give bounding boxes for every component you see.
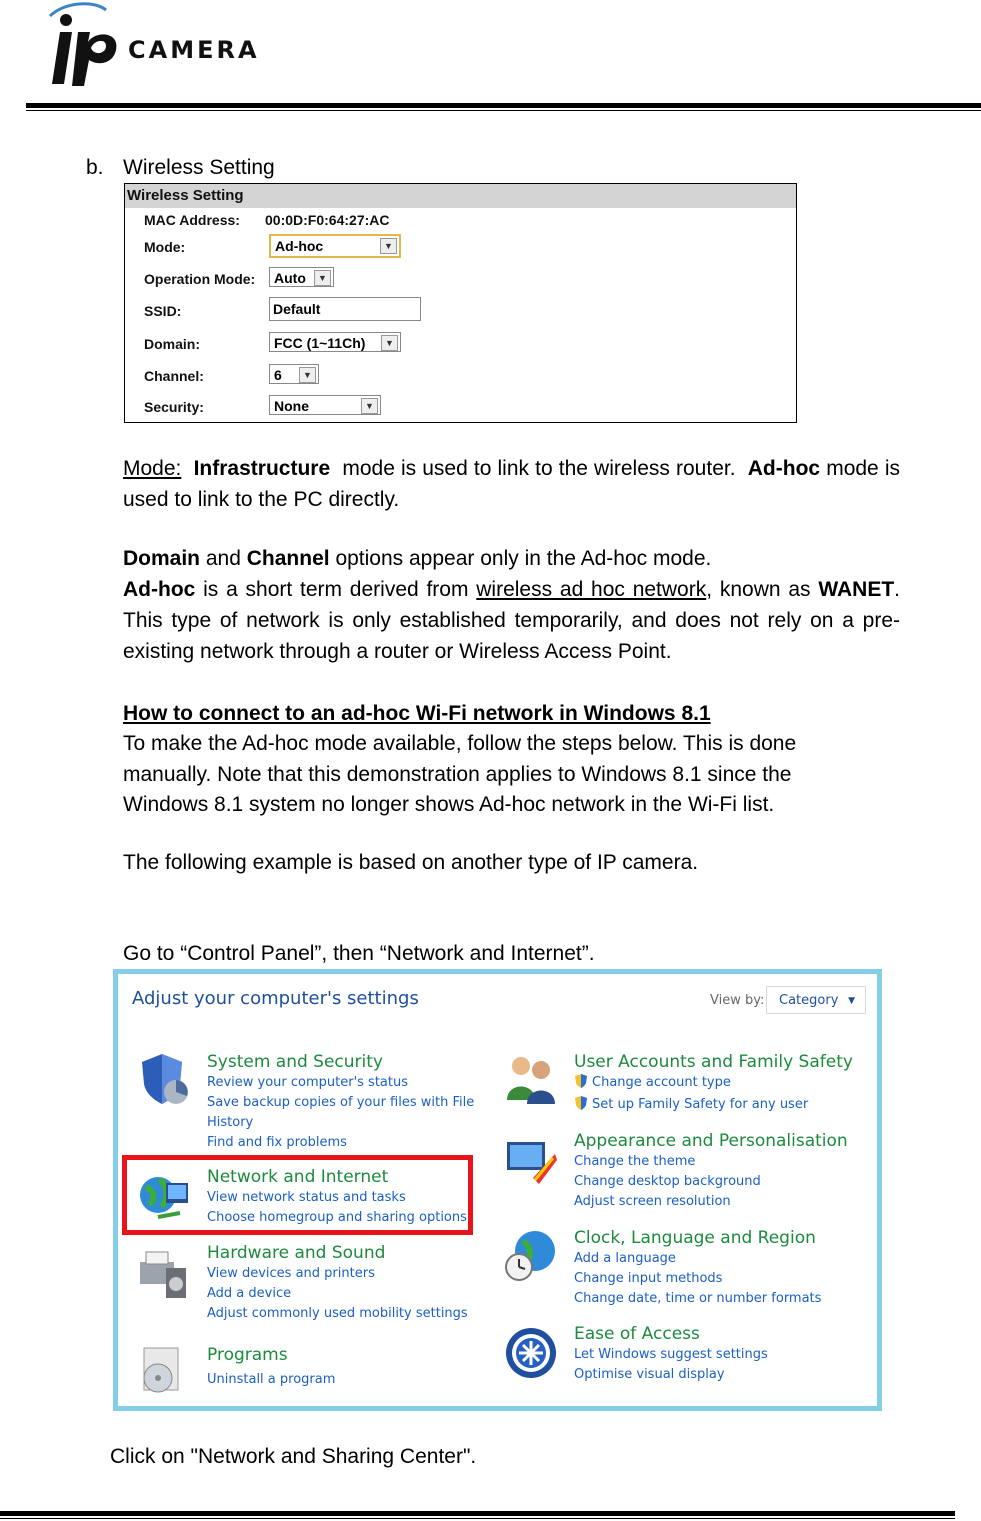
programs-title[interactable]: Programs xyxy=(207,1345,288,1365)
mac-value: 00:0D:F0:64:27:AC xyxy=(265,212,390,228)
save-backup-link[interactable]: Save backup copies of your files with File xyxy=(207,1095,475,1110)
view-by-label: View by: xyxy=(710,993,765,1008)
chevron-down-icon: ▼ xyxy=(848,996,855,1006)
system-security-group xyxy=(207,1051,474,1153)
opmode-select[interactable] xyxy=(269,267,334,287)
optimise-display-link[interactable]: Optimise visual display xyxy=(574,1367,725,1382)
domain-paragraph xyxy=(123,543,900,667)
clock-globe-icon xyxy=(503,1227,559,1283)
screen-resolution-link[interactable]: Adjust screen resolution xyxy=(574,1194,731,1209)
chevron-down-icon: ▼ xyxy=(381,335,398,351)
change-account-text: Change account type xyxy=(592,1075,731,1090)
channel-label: Channel: xyxy=(144,368,204,384)
programs-icon xyxy=(136,1342,192,1398)
security-value: None xyxy=(274,398,309,414)
appearance-title[interactable]: Appearance and Personalisation xyxy=(574,1131,848,1151)
uninstall-link[interactable]: Uninstall a program xyxy=(207,1372,336,1387)
camera-logo-text: CAMERA xyxy=(128,36,260,64)
control-panel-title: Adjust your computer's settings xyxy=(132,988,419,1009)
save-backup-link-cont[interactable]: History xyxy=(207,1115,254,1130)
hardware-sound-group xyxy=(207,1242,468,1324)
channel-select[interactable] xyxy=(269,364,319,384)
para2-text1: options appear only in the Ad-hoc mode. xyxy=(335,547,712,570)
desktop-background-link[interactable]: Change desktop background xyxy=(574,1174,761,1189)
example-text: The following example is based on another type of IP camera. xyxy=(123,851,699,874)
review-status-link[interactable]: Review your computer's status xyxy=(207,1075,408,1090)
domain-value: FCC (1~11Ch) xyxy=(274,335,366,351)
para1-text1: mode is used to link to the wireless router. xyxy=(342,457,736,480)
opmode-label: Operation Mode: xyxy=(144,271,256,287)
ssid-input[interactable]: Default xyxy=(269,297,421,321)
para2-text3: , known as xyxy=(706,578,811,601)
para2-text2: is a short term derived from xyxy=(203,578,469,601)
mode-paragraph xyxy=(123,453,900,515)
user-accounts-title[interactable]: User Accounts and Family Safety xyxy=(574,1052,853,1072)
section-title: Wireless Setting xyxy=(123,156,275,179)
header-rule-thin xyxy=(26,110,981,111)
change-account-link[interactable] xyxy=(574,1073,853,1093)
wireless-setting-panel xyxy=(124,183,797,423)
howto-line2: manually. Note that this demonstration applies to Windows 8.1 since the xyxy=(123,763,792,786)
wireless-setting-header: Wireless Setting xyxy=(125,184,796,208)
wanet-term: WANET xyxy=(818,578,895,601)
wireless-ad-hoc-link[interactable]: wireless ad hoc network xyxy=(476,578,707,601)
ip-logo-icon xyxy=(44,2,124,92)
mac-label: MAC Address: xyxy=(144,212,240,228)
domain-label: Domain: xyxy=(144,336,200,352)
footer-rule-thin xyxy=(0,1518,955,1519)
add-device-link[interactable]: Add a device xyxy=(207,1286,292,1301)
users-icon xyxy=(503,1050,559,1106)
input-methods-link[interactable]: Change input methods xyxy=(574,1271,723,1286)
infrastructure-term: Infrastructure xyxy=(193,457,331,480)
family-safety-text: Set up Family Safety for any user xyxy=(592,1097,809,1112)
shield-icon xyxy=(136,1050,192,1106)
programs-group xyxy=(207,1344,335,1390)
ease-of-access-title[interactable]: Ease of Access xyxy=(574,1324,700,1344)
mode-select[interactable] xyxy=(269,234,401,258)
view-devices-link[interactable]: View devices and printers xyxy=(207,1266,375,1281)
view-network-status-link[interactable]: View network status and tasks xyxy=(207,1190,406,1205)
ease-of-access-icon xyxy=(503,1325,559,1381)
howto-line1: To make the Ad-hoc mode available, follow the steps below. This is done xyxy=(123,732,797,755)
network-internet-title[interactable]: Network and Internet xyxy=(207,1167,389,1187)
goto-text: Go to “Control Panel”, then “Network and Internet”. xyxy=(123,942,595,965)
uac-shield-icon xyxy=(574,1096,588,1110)
hardware-sound-title[interactable]: Hardware and Sound xyxy=(207,1243,386,1263)
homegroup-sharing-link[interactable]: Choose homegroup and sharing options xyxy=(207,1210,467,1225)
and-text: and xyxy=(205,547,241,570)
monitor-paint-icon xyxy=(503,1134,559,1190)
change-theme-link[interactable]: Change the theme xyxy=(574,1154,696,1169)
chevron-down-icon: ▼ xyxy=(299,367,316,383)
adhoc-term: Ad-hoc xyxy=(123,578,196,601)
footer-rule xyxy=(0,1511,955,1516)
uac-shield-icon xyxy=(574,1074,588,1088)
security-label: Security: xyxy=(144,399,204,415)
howto-line3: Windows 8.1 system no longer shows Ad-hoc network in the Wi-Fi list. xyxy=(123,793,775,816)
howto-heading: How to connect to an ad-hoc Wi-Fi network in Windows 8.1 xyxy=(123,702,711,725)
footer-text: Click on "Network and Sharing Center". xyxy=(110,1445,477,1468)
category-dropdown[interactable] xyxy=(766,986,866,1014)
printer-speaker-icon xyxy=(136,1244,192,1300)
date-time-link[interactable]: Change date, time or number formats xyxy=(574,1291,822,1306)
para1-text2: mode is used to link to the PC directly. xyxy=(123,457,901,511)
para2-text4: . This type of network is only established temporarily, and does not rely on a pre-existing network through a router or Wireless Access Point. xyxy=(123,578,900,663)
section-letter: b. xyxy=(86,156,104,179)
clock-language-group xyxy=(574,1227,821,1309)
suggest-settings-link[interactable]: Let Windows suggest settings xyxy=(574,1347,768,1362)
mode-term: Mode: xyxy=(123,457,182,480)
security-select[interactable] xyxy=(269,395,381,415)
chevron-down-icon: ▼ xyxy=(314,270,331,286)
mobility-settings-link[interactable]: Adjust commonly used mobility settings xyxy=(207,1306,468,1321)
system-security-title[interactable]: System and Security xyxy=(207,1052,383,1072)
domain-term: Domain xyxy=(123,547,201,570)
ssid-label: SSID: xyxy=(144,303,182,319)
add-language-link[interactable]: Add a language xyxy=(574,1251,676,1266)
chevron-down-icon: ▼ xyxy=(361,398,378,414)
ease-of-access-group xyxy=(574,1323,768,1385)
family-safety-link[interactable] xyxy=(574,1095,853,1115)
channel-term: Channel xyxy=(246,547,330,570)
channel-value: 6 xyxy=(274,367,282,383)
appearance-group xyxy=(574,1130,848,1212)
mode-value: Ad-hoc xyxy=(275,238,324,254)
mode-label: Mode: xyxy=(144,239,186,255)
find-fix-link[interactable]: Find and fix problems xyxy=(207,1135,347,1150)
clock-language-title[interactable]: Clock, Language and Region xyxy=(574,1228,816,1248)
adhoc-term: Ad-hoc xyxy=(747,457,821,480)
chevron-down-icon: ▼ xyxy=(380,238,397,254)
user-accounts-group xyxy=(574,1051,853,1115)
header-rule xyxy=(26,103,981,108)
highlight-box xyxy=(122,1155,473,1235)
category-value: Category xyxy=(779,993,839,1008)
opmode-value: Auto xyxy=(274,270,306,286)
domain-select[interactable] xyxy=(269,332,401,352)
